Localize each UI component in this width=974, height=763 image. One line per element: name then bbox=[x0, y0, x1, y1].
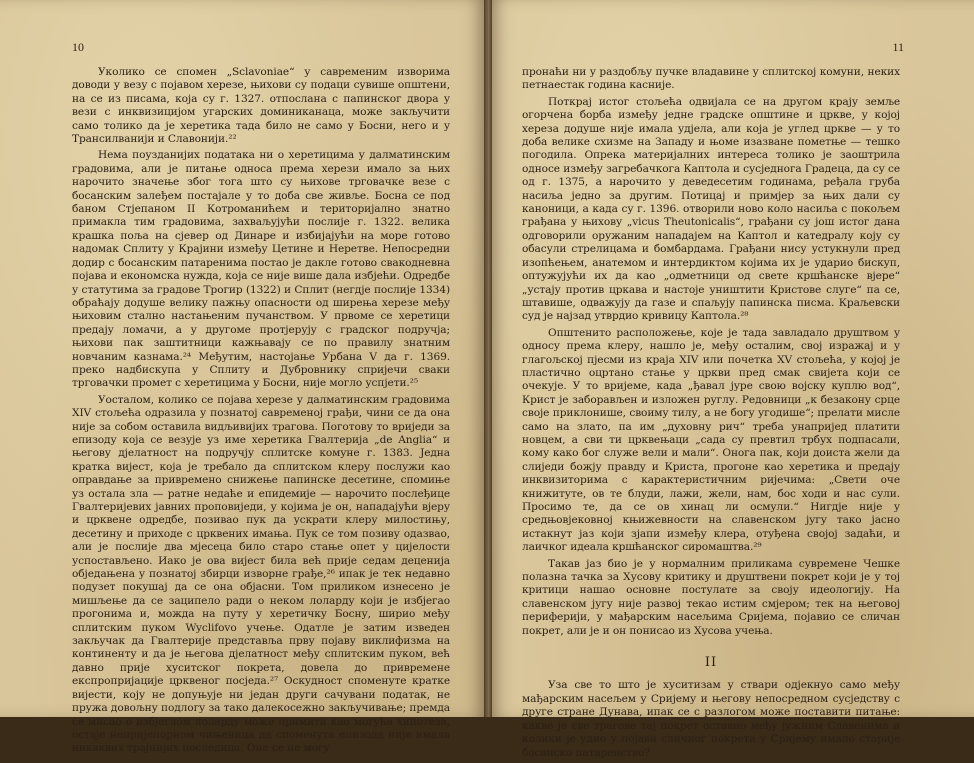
paragraph: Уза све то што је хуситизам у ствари одјекнуо само међу мађарским насељем у Сријему и његову непосредном сусједству с друге стране Дунава, ипак се с разлогом може поставити питање: какве је све трагове тај покрет оставио међу јужним Славенима и колики је удио у појави сличног покрета у Сријему имало старије босанско патаренство? bbox=[522, 679, 900, 759]
left-page bbox=[0, 0, 488, 755]
paragraph: пронаћи ни у раздобљу пучке владавине у сплитској комуни, неких петнаестак година касније. bbox=[522, 66, 900, 92]
right-page bbox=[488, 0, 974, 759]
paragraph: Нема поузданијих података ни о херетицима у далматинским градовима, али је питање односа према херези имало за њих нарочито значење због тога што су њихове трговачке везе с босанским залеђем постајале у то доба све живље. Босна се под баном Стјепаном II Котроманићем и територијално знатно примакла тим градовима, захваљујући послије г. 1322. великa крашка поља на сјевер од Динаре и избијајући на море готово надомак Сплиту у Крајини између Цетине и Неретве. Непосредни додир с босанским патаренима постао је дакле готово свакодневна појава и економска нужда, која се није више дала избјећи. Одредбе у статутима за градове Трогир (1322) и Сплит (негдје послије 1334) обраћају додуше велику пажњу опасности од ширења херезе међу њиховим стално настањеним пучанством. У првоме се херетици предају ломачи, а у другоме протјерују с градског подручја; њихови пак заштитници кажњавају се по правилу знатним новчаним казнама.²⁴ Међутим, настојање Урбана V да г. 1369. преко надбискупа у Сплиту и Дубровнику спријечи сваки трговачки промет с херетицима у Босни, није могло успјети.²⁵ bbox=[72, 149, 450, 390]
paragraph: Уколико се спомен „Sclavoniae“ у савременим изворима доводи у везу с појавом херезе, њихови су подаци сувише општени, на се из писама, која су г. 1327. отпослана с папинског двора у вези с инквизицијом угарских доминиканаца, може закључити само толико да је херетика тада било не само у Босни, него и у Трансилванији и Славонији.²² bbox=[72, 66, 450, 146]
paragraph: Уосталом, колико се појава херезе у далматинским градовима XIV стољећа одразила у познатој савременој грађи, чини се да она није за собом оставила видљивијих трагова. Поготову то вриједи за епизоду која се везује уз име херетика Гвалтерија „de Anglia“ и његову дјелатност на подручју сплитске комуне г. 1383. Једна кратка вијест, која је требало да сплитском клеру послужи као оправдање за привремено снижење папинске десетине, спомиње уз остала зла — ратне недаће и епидемије — нарочито послеђице Гвалтеријевих јавних проповиједи, у којима је он, нападајући вјеру и црквене одредбе, позивао пук да ускрати клеру милостињу, десетину и приходе с црквених имања. Пук се том позиву одазвао, али је послије два мјесеца било старо стање опет у цијелости успостављено. Иако је ова вијест била већ прије седам деценија обједањена у познатој збирци изворне грађе,²⁶ ипак је тек недавно подузет покушај да се она објасни. Том приликом изнесено је мишљење да се заципело ради о неком лоларду који је избјегао прогонима и, можда на путу у херетичку Босну, ширио међу сплитским пуком Wyclifovo учење. Одатле је затим изведен закључак да Гвалтерије представља прву појаву виклифизма на континенту и да је његова дјелатност међу сплитским пуком, већ давно прије хуситског покрета, довела до привремене експропријације црквеног посједа.²⁷ Оскудност споменуте кратке вијести, коју не допуњује ни један други сачувани податак, не пружа довољну подлогу за тако далекосежно закључивање; премда се мисао о избјеглом лоларду може примити као могућа хипотеза, остаје непријепорном чињеница да споменута епизода није имала никаквих трајнијих послeдица. Оне се не могу bbox=[72, 393, 450, 755]
paragraph: Општенито расположење, које је тада завладало друштвом у односу према клеру, нашло је, међу осталим, свој изражај и у глагољској пјесми из краја XIV или почетка XV стољећа, у којој је пластично оцртано стање у цркви пред смак свијета који се очекује. У то вријеме, када „ђавал јуре свою војску куплю вод“, Крист је заборављен и изложен руглу. Редовници „к безакону срце своје приклонише, своиму тилу, а не богу угодише“; прелати мисле само на злато, па им „духовну рич“ треба унапријед платити новцем, а сви ти црквењаци „сада су превтил трбух подпасали, кому како бог служе вели и мали“. Онога пак, који доиста жели да слиједи божју правду и Криста, прогоне као херетика и предају инквизиторима с карактеристичним ријечима: „Свети оче книжитуте, ов те блуди, лажи, жели, нам, бос ходи и нас сули. Просимо те, да се ов хинац ли осмули.“ Нигдје није у средњовјековној књижевности на славенском југу тако јасно истакнут јаз који зјапи између клера, отуђена својој задаћи, и лаичког идеала кршћанског сиромаштва.²⁹ bbox=[522, 326, 900, 554]
paragraph: Поткрај истог стољећа одвијала се на другом крају земље огорчена борба између једне градске општине и цркве, у којој хереза додуше није имала удјела, али која је углед цркве — у то доба велике схизме на Западу и њоме изазване пометње — тешко погодила. Опрека материјалних интереса толико је заоштрила односе између загребачкога Каптола и сусједнога Градеца, да су се од г. 1375, а нарочито у деведесетим годинама, ређала груба насиља једно за другим. Потицај и примјер за њих дали су каноници, а када су г. 1396. отворили ново коло насиља с покољем грађана у њихову „vicus Theutonicalis“, грађани су још истог дана одговорили оружаним нападајем на Каптол и катедралу коју су обасули стрелицама и бомбардама. Грађани нису устукнули пред изопћењем, анатемом и интердиктом којима их је ударио бискуп, оптужујући их да као „одметници од свете кршћанске вјере“ „устају против цркава и настоје уништити Кристове слуге“ па се, штавише, одважују да газе и спаљују папинска писма. Краљевски суд је најзад утврдио кривицу Каптола.²⁸ bbox=[522, 95, 900, 323]
paragraph: Такав јаз био је у нормалним приликама сувремене Чешке полазна тачка за Хусову критику и друштвени покрет који је у тој критици нашао основне постулате за своју идеологију. На славенском југу није развој текао истим смјером; тек на његовој периферији, у мађарским насељима Сријема, појавио се сличан покрет, али је и он понисао из Хусова учења. bbox=[522, 557, 900, 637]
page-number-right: 11 bbox=[892, 40, 904, 54]
book-spine bbox=[484, 0, 492, 717]
left-page-text bbox=[72, 66, 450, 759]
section-heading: II bbox=[704, 655, 718, 671]
right-page-text bbox=[522, 66, 900, 763]
page-number-left: 10 bbox=[72, 40, 84, 54]
